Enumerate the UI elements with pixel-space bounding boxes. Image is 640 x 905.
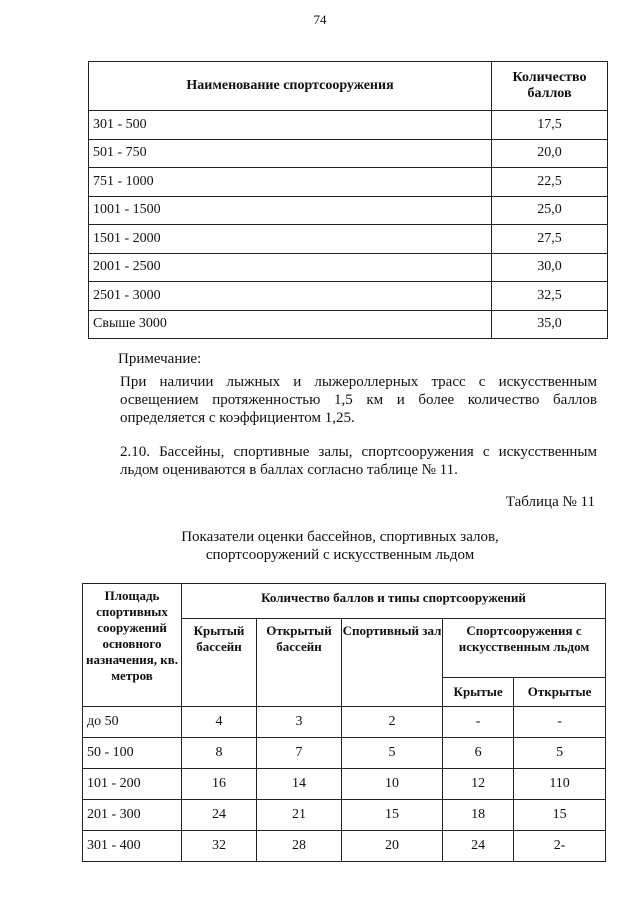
table-row (89, 225, 608, 254)
cell-range: 501 - 750 (89, 139, 492, 168)
table-header-row (83, 584, 606, 619)
header-covered-pool: Крытый бассейн (182, 619, 257, 707)
table-row (83, 800, 606, 831)
cell-ice-open: 2- (514, 831, 606, 862)
cell-range: 2001 - 2500 (89, 253, 492, 282)
cell-sport-hall: 10 (342, 769, 443, 800)
section-2-10-text: 2.10. Бассейны, спортивные залы, спортсооружения с искусственным льдом оцениваются в баллах согласно таблице № 11. (120, 444, 597, 478)
cell-points: 22,5 (492, 168, 608, 197)
table-number-label: Таблица № 11 (505, 494, 595, 510)
table-row (83, 769, 606, 800)
cell-ice-covered: 18 (443, 800, 514, 831)
cell-points: 27,5 (492, 225, 608, 254)
cell-points: 25,0 (492, 196, 608, 225)
cell-points: 32,5 (492, 282, 608, 311)
cell-range: Свыше 3000 (89, 310, 492, 339)
header-ice-facilities: Спортсооружения с искусственным льдом (443, 619, 606, 678)
cell-range: 1001 - 1500 (89, 196, 492, 225)
header-facility-name: Наименование спортсооружения (89, 62, 492, 111)
header-ice-open: Открытые (514, 678, 606, 707)
cell-open-pool: 21 (257, 800, 342, 831)
table-row (83, 831, 606, 862)
header-area: Площадь спортивных сооружений основного назначения, кв. метров (83, 584, 182, 707)
cell-sport-hall: 5 (342, 738, 443, 769)
table-row (83, 707, 606, 738)
cell-open-pool: 3 (257, 707, 342, 738)
cell-sport-hall: 20 (342, 831, 443, 862)
cell-ice-covered: 24 (443, 831, 514, 862)
cell-ice-open: 5 (514, 738, 606, 769)
cell-points: 20,0 (492, 139, 608, 168)
table-row (89, 282, 608, 311)
cell-area: 50 - 100 (83, 738, 182, 769)
cell-ice-covered: 6 (443, 738, 514, 769)
cell-points: 30,0 (492, 253, 608, 282)
cell-points: 17,5 (492, 111, 608, 140)
note-title: Примечание: (118, 351, 202, 367)
cell-ice-open: - (514, 707, 606, 738)
table-row (89, 111, 608, 140)
header-sport-hall: Спортивный зал (342, 619, 443, 707)
page-number: 74 (313, 12, 327, 27)
pools-halls-points-table (82, 583, 606, 862)
section-2-10-paragraph (120, 443, 597, 479)
header-points-group: Количество баллов и типы спортсооружений (182, 584, 606, 619)
cell-ice-covered: - (443, 707, 514, 738)
sports-facility-points-table (88, 61, 608, 339)
cell-covered-pool: 24 (182, 800, 257, 831)
cell-covered-pool: 8 (182, 738, 257, 769)
table-row (89, 253, 608, 282)
header-open-pool: Открытый бассейн (257, 619, 342, 707)
table-row (89, 139, 608, 168)
cell-range: 301 - 500 (89, 111, 492, 140)
cell-points: 35,0 (492, 310, 608, 339)
table-row (89, 168, 608, 197)
cell-covered-pool: 4 (182, 707, 257, 738)
table-header-row (89, 62, 608, 111)
note-paragraph (120, 373, 597, 427)
cell-ice-covered: 12 (443, 769, 514, 800)
table-caption: Показатели оценки бассейнов, спортивных залов, спортсооружений с искусственным льдом (181, 529, 499, 563)
cell-area: 101 - 200 (83, 769, 182, 800)
header-ice-covered: Крытые (443, 678, 514, 707)
cell-open-pool: 14 (257, 769, 342, 800)
header-points: Количество баллов (492, 62, 608, 111)
cell-range: 2501 - 3000 (89, 282, 492, 311)
cell-ice-open: 15 (514, 800, 606, 831)
cell-open-pool: 7 (257, 738, 342, 769)
note-text: При наличии лыжных и лыжероллерных трасс с искусственным освещением протяженностью 1,5 км и более количество баллов определяется с коэффициентом 1,25. (120, 374, 597, 426)
cell-area: 201 - 300 (83, 800, 182, 831)
cell-sport-hall: 2 (342, 707, 443, 738)
cell-range: 1501 - 2000 (89, 225, 492, 254)
table-row (89, 310, 608, 339)
table-row (89, 196, 608, 225)
cell-open-pool: 28 (257, 831, 342, 862)
cell-area: 301 - 400 (83, 831, 182, 862)
cell-ice-open: 110 (514, 769, 606, 800)
cell-area: до 50 (83, 707, 182, 738)
cell-sport-hall: 15 (342, 800, 443, 831)
table-row (83, 738, 606, 769)
cell-covered-pool: 32 (182, 831, 257, 862)
cell-range: 751 - 1000 (89, 168, 492, 197)
cell-covered-pool: 16 (182, 769, 257, 800)
